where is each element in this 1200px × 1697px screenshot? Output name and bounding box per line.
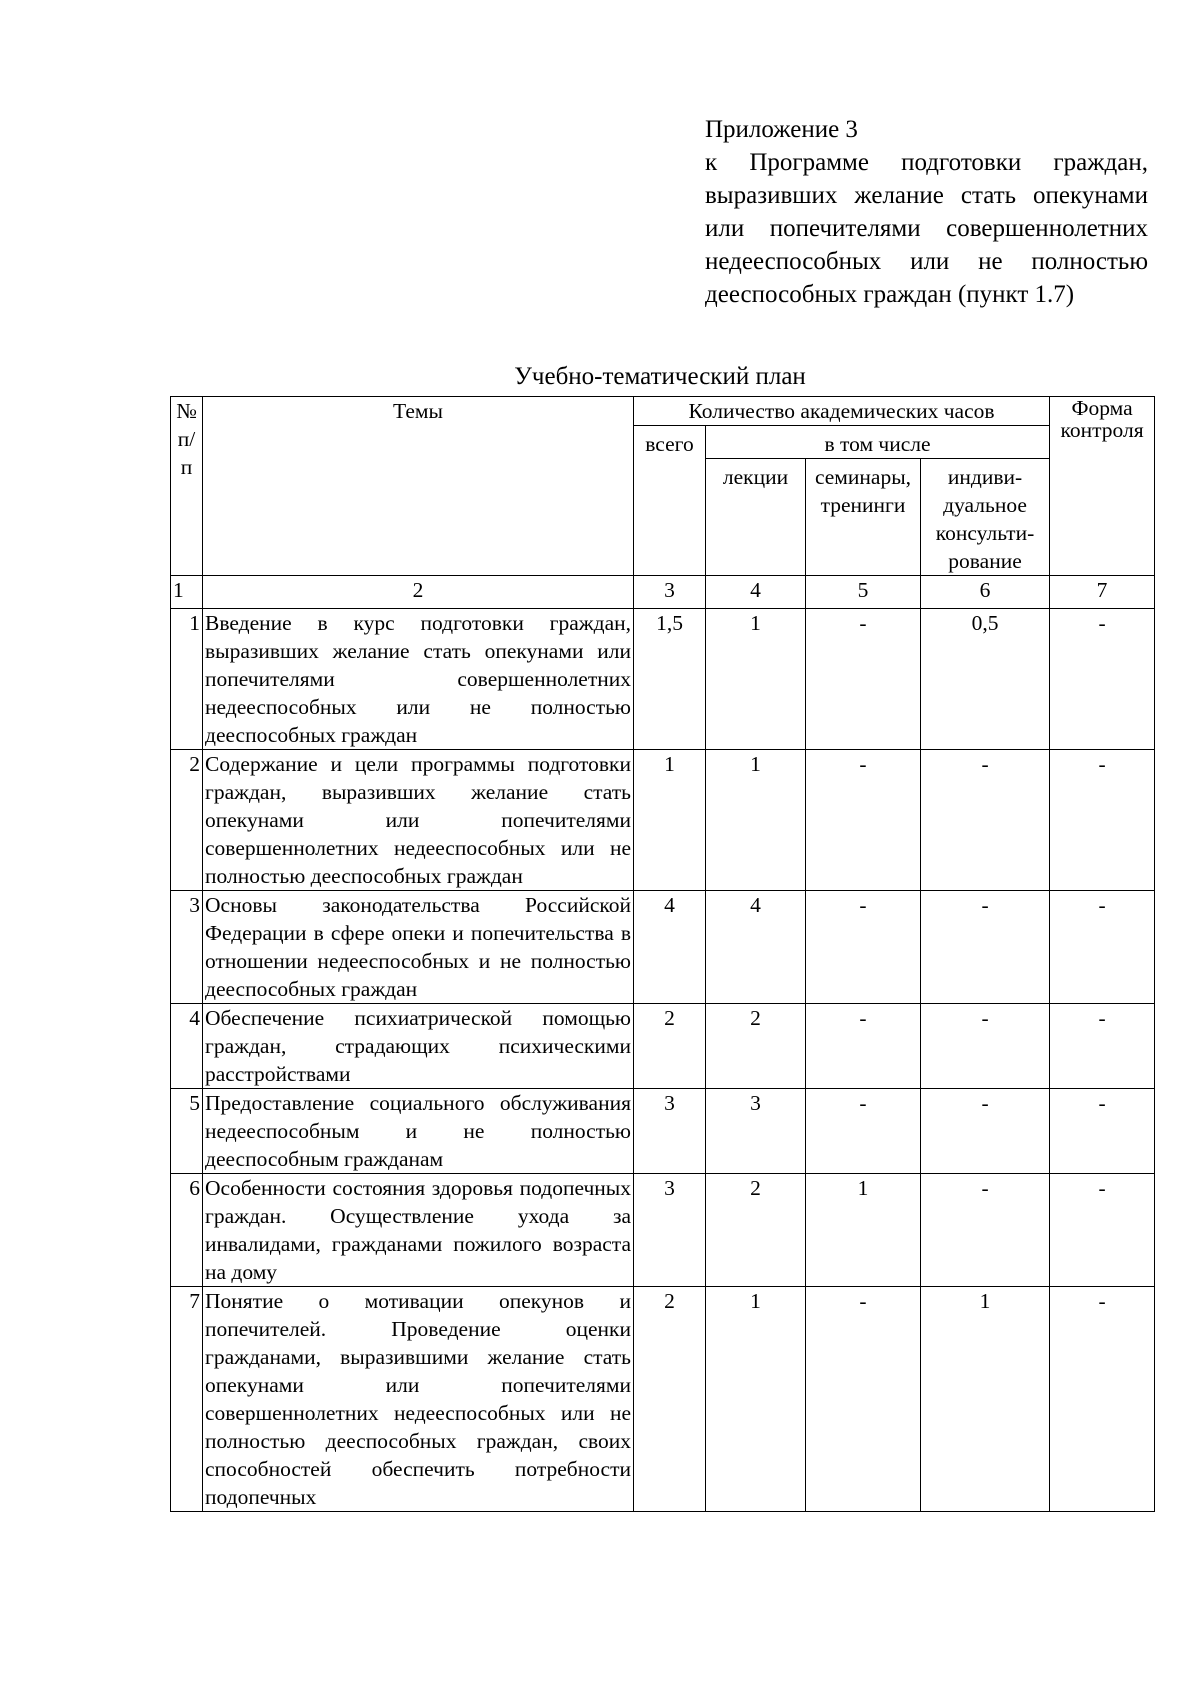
row-total: 3	[634, 1174, 706, 1287]
header-no: № п/п	[171, 397, 203, 576]
row-lectures: 1	[706, 1287, 806, 1512]
table-row	[171, 1174, 1155, 1287]
row-topic: Основы законодательства Российской Федерации в сфере опеки и попечительства в отношении недееспособных и не полностью дееспособных граждан	[203, 891, 634, 1004]
column-number: 2	[203, 576, 634, 609]
row-topic: Содержание и цели программы подготовки граждан, выразивших желание стать опекунами или попечителями совершеннолетних недееспособных или не полностью дееспособных граждан	[203, 750, 634, 891]
header-total: всего	[634, 426, 706, 576]
header-lectures: лекции	[706, 459, 806, 576]
row-seminars: -	[806, 609, 921, 750]
row-individual: -	[921, 1174, 1050, 1287]
table-row	[171, 1089, 1155, 1174]
row-number: 5	[171, 1089, 203, 1174]
header-topics: Темы	[203, 397, 634, 576]
row-control: -	[1050, 891, 1155, 1004]
row-seminars: -	[806, 750, 921, 891]
row-individual: -	[921, 1089, 1050, 1174]
row-topic: Введение в курс подготовки граждан, выразивших желание стать опекунами или попечителями совершеннолетних недееспособных или не полностью дееспособных граждан	[203, 609, 634, 750]
row-lectures: 3	[706, 1089, 806, 1174]
row-topic: Особенности состояния здоровья подопечных граждан. Осуществление ухода за инвалидами, гражданами пожилого возраста на дому	[203, 1174, 634, 1287]
header-row-1	[171, 397, 1155, 426]
row-control: -	[1050, 1287, 1155, 1512]
table-row	[171, 1287, 1155, 1512]
column-number: 3	[634, 576, 706, 609]
row-control: -	[1050, 1174, 1155, 1287]
row-number: 4	[171, 1004, 203, 1089]
header-including: в том числе	[706, 426, 1050, 459]
header-control: Форма контроля	[1050, 397, 1155, 576]
row-lectures: 2	[706, 1004, 806, 1089]
row-topic: Предоставление социального обслуживания недееспособным и не полностью дееспособным гражданам	[203, 1089, 634, 1174]
appendix-header	[705, 113, 1148, 311]
row-number: 6	[171, 1174, 203, 1287]
appendix-number: Приложение 3	[705, 116, 858, 143]
row-seminars: -	[806, 1004, 921, 1089]
column-numbers-row	[171, 576, 1155, 609]
curriculum-table	[170, 396, 1155, 1512]
row-total: 1	[634, 750, 706, 891]
row-control: -	[1050, 1089, 1155, 1174]
row-total: 3	[634, 1089, 706, 1174]
header-seminars: семинары, тренинги	[806, 459, 921, 576]
column-number: 7	[1050, 576, 1155, 609]
column-number: 6	[921, 576, 1050, 609]
row-lectures: 2	[706, 1174, 806, 1287]
table-row	[171, 609, 1155, 750]
row-control: -	[1050, 1004, 1155, 1089]
row-total: 2	[634, 1287, 706, 1512]
row-lectures: 1	[706, 609, 806, 750]
table-row	[171, 750, 1155, 891]
row-individual: -	[921, 750, 1050, 891]
row-topic: Обеспечение психиатрической помощью граждан, страдающих психическими расстройствами	[203, 1004, 634, 1089]
row-total: 1,5	[634, 609, 706, 750]
row-seminars: -	[806, 1089, 921, 1174]
row-lectures: 4	[706, 891, 806, 1004]
table-row	[171, 891, 1155, 1004]
appendix-text: к Программе подготовки граждан, выразивших желание стать опекунами или попечителями совершеннолетних недееспособных или не полностью дееспособных граждан (пункт 1.7)	[705, 149, 1148, 308]
row-seminars: -	[806, 1287, 921, 1512]
row-seminars: 1	[806, 1174, 921, 1287]
row-individual: -	[921, 1004, 1050, 1089]
row-topic: Понятие о мотивации опекунов и попечителей. Проведение оценки гражданами, выразившими желание стать опекунами или попечителями совершеннолетних недееспособных или не полностью дееспособных граждан, своих способностей обеспечить потребности подопечных	[203, 1287, 634, 1512]
row-control: -	[1050, 750, 1155, 891]
row-number: 2	[171, 750, 203, 891]
row-total: 2	[634, 1004, 706, 1089]
row-lectures: 1	[706, 750, 806, 891]
row-seminars: -	[806, 891, 921, 1004]
column-number: 5	[806, 576, 921, 609]
row-control: -	[1050, 609, 1155, 750]
row-total: 4	[634, 891, 706, 1004]
row-number: 3	[171, 891, 203, 1004]
column-number: 1	[171, 576, 203, 609]
header-hours: Количество академических часов	[634, 397, 1050, 426]
table-row	[171, 1004, 1155, 1089]
header-individual: индиви-дуальное консульти-рование	[921, 459, 1050, 576]
plan-title: Учебно-тематический план	[514, 363, 806, 390]
row-individual: 0,5	[921, 609, 1050, 750]
row-individual: -	[921, 891, 1050, 1004]
row-number: 7	[171, 1287, 203, 1512]
row-number: 1	[171, 609, 203, 750]
column-number: 4	[706, 576, 806, 609]
row-individual: 1	[921, 1287, 1050, 1512]
